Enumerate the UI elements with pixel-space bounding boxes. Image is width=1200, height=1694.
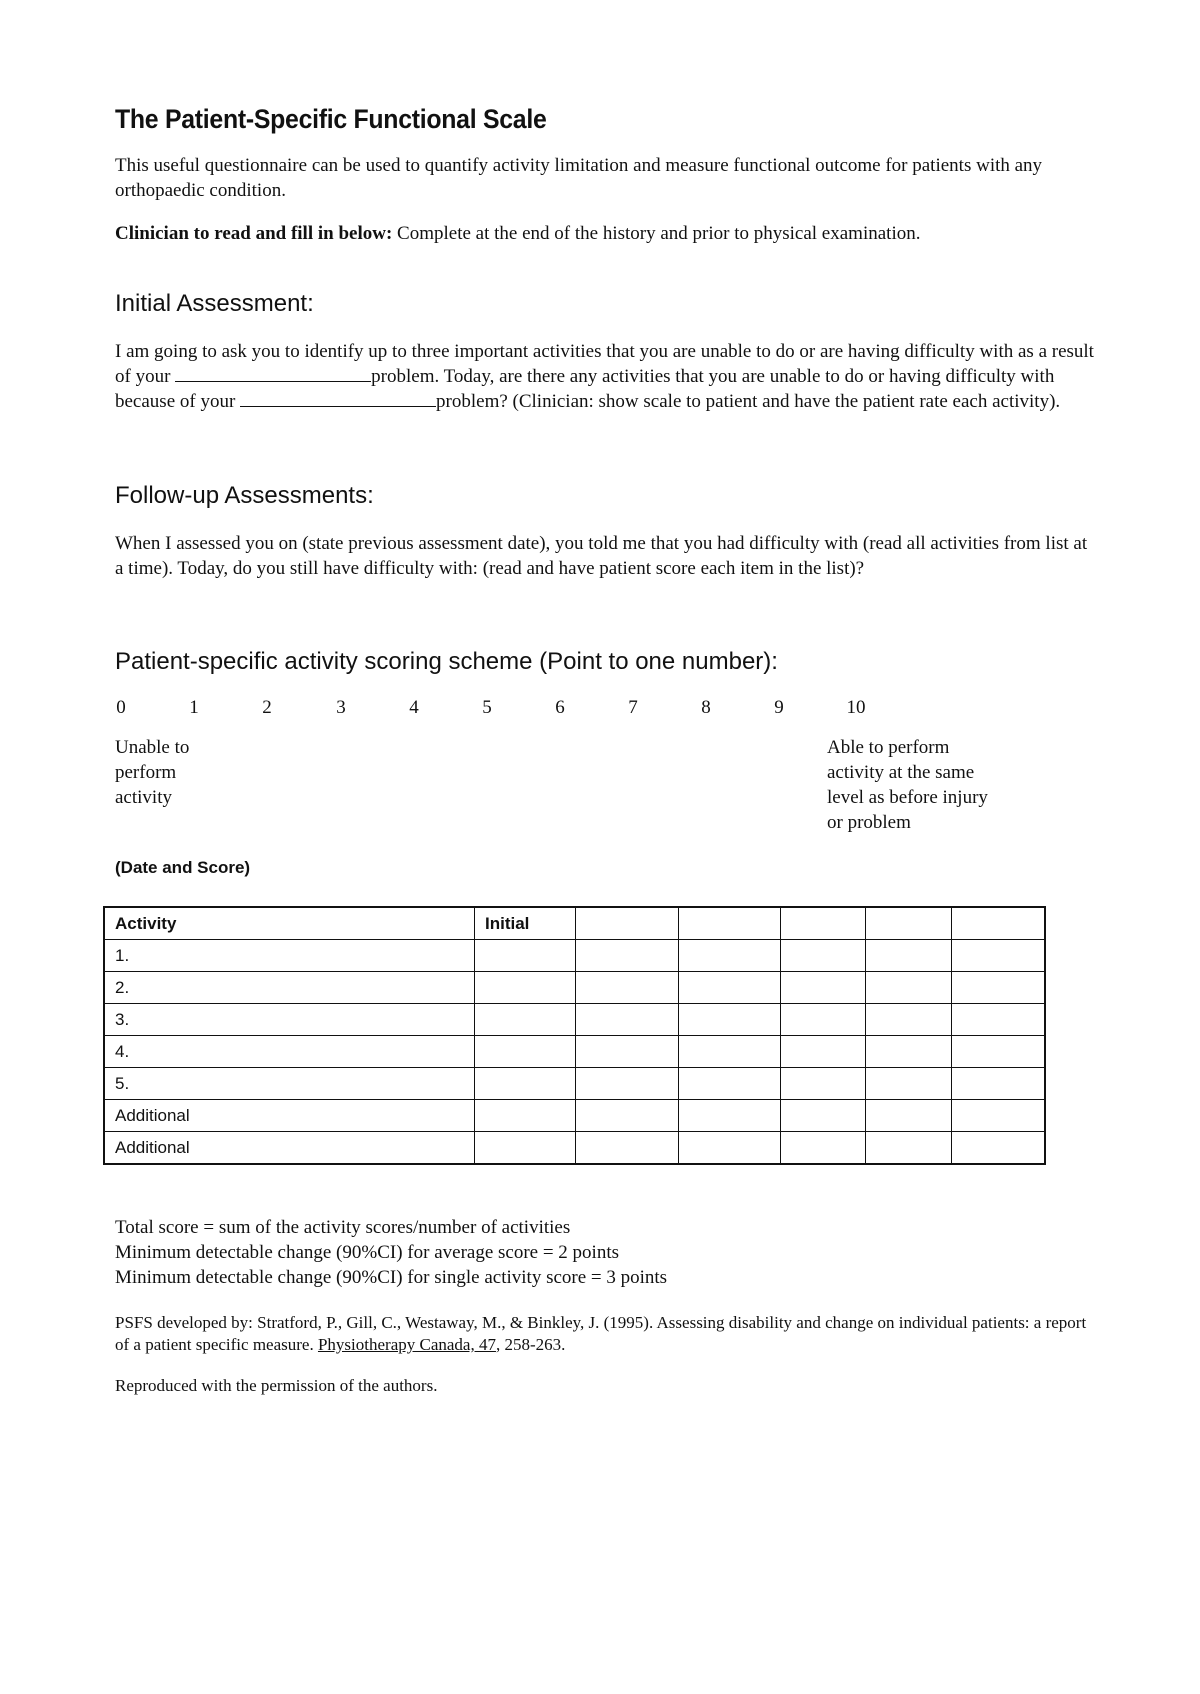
scale-number[interactable]: 3 [336,697,346,718]
score-cell[interactable] [781,972,866,1004]
activity-cell[interactable]: Additional [104,1100,475,1132]
column-header [679,907,781,940]
table-row [104,1132,1045,1165]
clinician-instruction-text: Complete at the end of the history and prior to physical examination. [392,223,921,244]
column-header [576,907,679,940]
score-cell[interactable] [475,1132,576,1165]
reference-suffix: , 258-263. [495,1335,566,1354]
score-cell[interactable] [475,1036,576,1068]
score-cell[interactable] [781,940,866,972]
score-cell[interactable] [781,1132,866,1165]
table-row [104,940,1045,972]
score-cell[interactable] [952,1004,1046,1036]
score-table [103,906,1046,1165]
score-cell[interactable] [576,1132,679,1165]
activity-cell[interactable]: 3. [104,1004,475,1036]
score-cell[interactable] [679,1100,781,1132]
score-cell[interactable] [679,940,781,972]
score-cell[interactable] [576,940,679,972]
score-cell[interactable] [866,1100,952,1132]
score-cell[interactable] [866,1004,952,1036]
score-cell[interactable] [781,1068,866,1100]
scale-number[interactable]: 5 [482,697,492,718]
score-cell[interactable] [952,1132,1046,1165]
scale-number[interactable]: 8 [701,697,711,718]
scale-low-label: Unable to perform activity [115,737,190,808]
table-row [104,1068,1045,1100]
score-cell[interactable] [576,1100,679,1132]
scale-number[interactable]: 10 [846,697,866,718]
scoring-notes [115,1215,1100,1290]
intro-paragraph: This useful questionnaire can be used to quantify activity limitation and measure functional outcome for patients with any orthopaedic condition. [115,155,1043,201]
column-header [952,907,1046,940]
column-header-activity: Activity [104,907,475,940]
activity-cell[interactable]: 2. [104,972,475,1004]
initial-assessment-heading: Initial Assessment: [115,290,314,317]
table-row [104,1004,1045,1036]
followup-assessment-text: When I assessed you on (state previous assessment date), you told me that you had difficulty with (read all activities from list at a time). Today, do you still have difficulty with: (read and have patient score each item in the list)? [115,533,1088,579]
scale-number[interactable]: 2 [262,697,272,718]
condition-blank-1[interactable] [175,364,371,382]
score-cell[interactable] [679,1132,781,1165]
table-row [104,1100,1045,1132]
score-cell[interactable] [866,940,952,972]
mdc-average-note: Minimum detectable change (90%CI) for average score = 2 points [115,1242,620,1263]
clinician-instruction-bold: Clinician to read and fill in below: [115,223,393,244]
mdc-single-note: Minimum detectable change (90%CI) for single activity score = 3 points [115,1267,668,1288]
score-cell[interactable] [576,1068,679,1100]
followup-assessment-heading: Follow-up Assessments: [115,482,374,509]
activity-cell[interactable]: 5. [104,1068,475,1100]
table-row [104,1036,1045,1068]
score-cell[interactable] [781,1100,866,1132]
score-cell[interactable] [866,1068,952,1100]
clinician-instruction [115,221,1100,246]
score-cell[interactable] [679,1036,781,1068]
score-cell[interactable] [679,1068,781,1100]
score-cell[interactable] [576,972,679,1004]
page-title: The Patient-Specific Functional Scale [115,104,547,134]
score-cell[interactable] [781,1036,866,1068]
activity-cell[interactable]: 4. [104,1036,475,1068]
initial-text-part2: problem. Today, are there any activities that you are unable to do or having difficulty with because of your [115,366,1055,412]
score-cell[interactable] [475,972,576,1004]
score-cell[interactable] [866,972,952,1004]
score-cell[interactable] [679,1004,781,1036]
column-header [866,907,952,940]
column-header-initial: Initial [475,907,576,940]
score-cell[interactable] [475,1100,576,1132]
score-cell[interactable] [952,972,1046,1004]
scale-number[interactable]: 1 [189,697,199,718]
reference-prefix: PSFS developed by: Stratford, P., Gill, C., Westaway, M., & Binkley, J. (1995). Assessing disability and change on individual patients: a report of a patient specific measure. [115,1313,1087,1354]
activity-cell[interactable]: 1. [104,940,475,972]
scale-number[interactable]: 9 [774,697,784,718]
score-cell[interactable] [952,1100,1046,1132]
condition-blank-2[interactable] [240,389,436,407]
scoring-scheme-heading: Patient-specific activity scoring scheme (Point to one number): [115,648,778,675]
table-row [104,972,1045,1004]
score-cell[interactable] [781,1004,866,1036]
scale-number[interactable]: 6 [555,697,565,718]
score-cell[interactable] [866,1132,952,1165]
initial-text-part1: I am going to ask you to identify up to three important activities that you are unable to do or are having difficulty with as a result of your [115,341,1094,387]
scale-number[interactable]: 0 [116,697,126,718]
activity-cell[interactable]: Additional [104,1132,475,1165]
score-cell[interactable] [952,940,1046,972]
score-cell[interactable] [866,1036,952,1068]
score-cell[interactable] [576,1004,679,1036]
score-cell[interactable] [679,972,781,1004]
reference-citation [115,1312,1100,1356]
score-cell[interactable] [576,1036,679,1068]
score-cell[interactable] [475,940,576,972]
initial-assessment-text [115,339,1105,414]
scale-high-label: Able to perform activity at the same level as before injury or problem [827,737,988,833]
permission-note: Reproduced with the permission of the authors. [115,1376,438,1395]
total-score-note: Total score = sum of the activity scores/number of activities [115,1217,571,1238]
score-cell[interactable] [952,1036,1046,1068]
date-score-label: (Date and Score) [115,858,251,877]
initial-text-part3: problem? (Clinician: show scale to patient and have the patient rate each activity). [436,391,1061,412]
scale-number[interactable]: 7 [628,697,638,718]
column-header [781,907,866,940]
score-cell[interactable] [475,1004,576,1036]
reference-journal: Physiotherapy Canada, 47 [317,1335,496,1354]
score-cell[interactable] [475,1068,576,1100]
table-header-row [104,907,1045,940]
scale-number[interactable]: 4 [409,697,419,718]
score-cell[interactable] [952,1068,1046,1100]
